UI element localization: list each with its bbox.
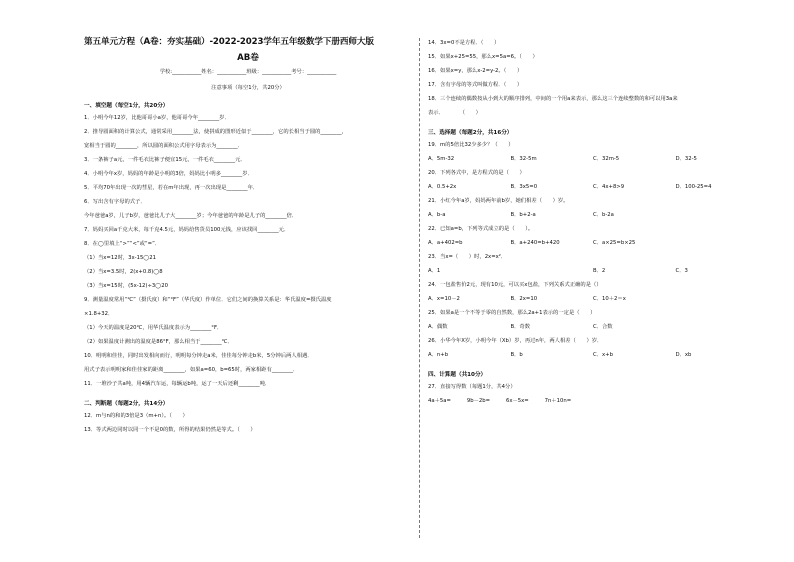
option-item xyxy=(676,292,759,306)
question-line: 14．3x=0不是方程．（ ） xyxy=(428,40,500,46)
exam-subtitle: AB卷 xyxy=(237,53,259,63)
question-line: 宽相当于圆的________，所以圆的面积公式用字母表示为________． xyxy=(84,143,243,149)
option-item: B．3x5=0 xyxy=(510,184,538,190)
question-line: 6．写出含有字母的式子． xyxy=(84,199,146,205)
option-item: C．a×25=b×25 xyxy=(593,240,636,246)
option-item: B．奇数 xyxy=(510,324,531,330)
option-item: C．合数 xyxy=(593,324,613,330)
question-line: 用式子表示明明家和佳佳家的距离________，如果a=60，b=65时，两家相距有________． xyxy=(84,367,299,373)
option-item: B．2x=10 xyxy=(510,296,538,302)
question-line: 12．m与n的和的3倍是3（m+n）。（ ） xyxy=(84,413,188,419)
question-line: 25．如果a是一个不等于零的自然数，那么2a+1表示的一定是（ ） xyxy=(428,310,596,316)
question-line: 今年爸爸a岁，儿子b岁，爸爸比儿子大________岁；今年爸爸的年龄是儿子的________倍． xyxy=(84,213,298,219)
question-line: ×1.8+32． xyxy=(84,311,114,317)
option-item: A．0.5+2x xyxy=(428,184,457,190)
option-item: B．a+240=b+420 xyxy=(510,240,560,246)
option-item: A．b-a xyxy=(428,212,446,218)
option-item: C．3 xyxy=(675,268,688,274)
option-item: A．n+b xyxy=(428,352,449,358)
option-item: C．4x+8>9 xyxy=(593,184,625,190)
question-line: （1）今天的温度是20℃，用华氏温度表示为________°F． xyxy=(84,325,223,331)
question-line: 21．小红今年a岁，妈妈两年前b岁，她们相差（ ）岁。 xyxy=(428,198,569,204)
option-item: B．2 xyxy=(593,268,606,274)
question-line: 16．如果x=y，那么x-2=y-2。（ ） xyxy=(428,68,523,74)
question-line: 20．下列各式中，是方程式的是（ ） xyxy=(428,170,525,176)
column-divider xyxy=(419,38,420,538)
section-heading: 二、判断题（每题2分，共14分） xyxy=(84,401,169,407)
question-line: 15．如果x+25=55，那么x=5a=6。（ ） xyxy=(428,54,538,60)
option-item xyxy=(676,320,759,334)
section-heading: 一、填空题（每空1分，共20分） xyxy=(84,103,169,109)
options-row xyxy=(428,320,758,334)
question-line: 18．三个连续的偶数按从小到大的顺序排列，中间的一个用a来表示，那么这三个连续整数的和可以用3a来 xyxy=(428,96,678,102)
question-line: 表示． （ ） xyxy=(428,110,481,116)
option-item: C．32m-5 xyxy=(593,156,620,162)
question-line: （1）当x=12时，3x-15◯21 xyxy=(84,255,156,261)
question-line: 5．平均70年出现一次的彗星，若在m年出现，再一次出现是________年． xyxy=(84,185,259,191)
section-heading: 四、计算题（共10分） xyxy=(428,372,487,378)
exam-title: 第五单元方程（A卷：夯实基础）-2022-2023学年五年级数学下册西师大版 xyxy=(84,37,374,47)
option-item: A．x=10－2 xyxy=(428,296,460,302)
option-item xyxy=(511,264,594,278)
option-item: D．xb xyxy=(675,352,692,358)
option-item: C．b-2a xyxy=(593,212,614,218)
option-item: B．32-5m xyxy=(510,156,537,162)
option-item xyxy=(676,208,759,222)
options-row xyxy=(428,152,758,166)
question-line: 10．明明和佳佳，同时出发相向而行，明明每分钟走a米，佳佳每分钟走b米，5分钟后两人相遇． xyxy=(84,353,313,359)
question-line: 8．在◯里填上“>”“<”或“=”． xyxy=(84,241,161,247)
option-item: B．b xyxy=(510,352,523,358)
options-row xyxy=(428,348,758,362)
question-line: 3．一条裤子a元，一件毛衣比裤子便宜15元，一件毛衣________元． xyxy=(84,157,246,163)
options-row xyxy=(428,208,758,222)
question-line: （3）当x=15时，(5x-12)÷3◯20 xyxy=(84,283,168,289)
question-line: 11．一堆沙子共a吨，用4辆汽车运，每辆运b吨，运了一天后还剩________吨． xyxy=(84,381,271,387)
right-column xyxy=(428,36,758,408)
question-line: 27．直接写得数（每题1分，共4分） xyxy=(428,384,516,390)
options-row xyxy=(428,180,758,194)
option-item: D．32-5 xyxy=(675,156,697,162)
question-line: （2）如果温度计测出的温度是86°F，那么相当于________℃． xyxy=(84,339,233,345)
question-line: 22．已知a=b，下列等式成立的是（ ）。 xyxy=(428,226,534,232)
question-line: 17．含有字母的等式叫做方程．（ ） xyxy=(428,82,523,88)
option-item: C．10＋2＝x xyxy=(593,296,626,302)
option-item: C．x+b xyxy=(593,352,613,358)
student-info-line: 学校:___________姓名：___________班级：___________考号：___________ xyxy=(159,69,337,75)
option-item: D．100-25=4 xyxy=(675,184,712,190)
left-column xyxy=(84,36,412,437)
section-heading: 三、选择题（每题2分，共16分） xyxy=(428,130,513,136)
question-line: 19．m的5倍比32少多少？（ ） xyxy=(428,142,514,148)
options-row xyxy=(428,236,758,250)
question-line: 24．一包盐售价2元，现有10元，可以买x包盐，下列关系式正确的是（） xyxy=(428,282,602,288)
option-item: B．b+2-a xyxy=(510,212,536,218)
question-line: 1．小明今年12岁，比他哥哥小a岁，他哥哥今年________岁． xyxy=(84,115,230,121)
question-line: 4．小明今年x岁，妈妈的年龄是小明的3倍，妈妈比小明多________岁． xyxy=(84,171,253,177)
options-row xyxy=(428,292,758,306)
question-line: 4a＋5a= 9b－2b= 6x－5x= 7n＋10n= xyxy=(428,398,572,404)
option-item: A．5m-32 xyxy=(428,156,455,162)
question-line: 23．当x=（ ）时，2x=x²． xyxy=(428,254,507,260)
question-line: 2．推导圆面积的计算公式，通常采用________法，使拼成的图形近似于________，它的长相当于圆的________， xyxy=(84,129,347,135)
question-line: 9．测量温度常用“℃”（摄氏度）和“°F”（华氏度）作单位．它们之间的换算关系是：华氏温度=摄氏温度 xyxy=(84,297,332,303)
question-line: 7．妈妈买回a千克大米，每千克4.5元，妈妈给售货员100元钱，应该找回________元． xyxy=(84,227,290,233)
option-item: A．1 xyxy=(428,268,441,274)
question-line: 26．小华今年X岁，小明今年（Xb）岁，再过n年，两人相差（ ）岁． xyxy=(428,338,603,344)
option-item xyxy=(676,236,759,250)
option-item: A．偶数 xyxy=(428,324,448,330)
options-row xyxy=(428,264,758,278)
option-item: A．a+402=b xyxy=(428,240,463,246)
question-line: 13．等式两边同时以同一个不是0的数，所得的结果仍然是等式。（ ） xyxy=(84,427,256,433)
question-line: （2）当x=3.5时，2(x+0.8)◯8 xyxy=(84,269,163,275)
attention-note: 注意事项（每空1分，共20分） xyxy=(211,85,285,91)
